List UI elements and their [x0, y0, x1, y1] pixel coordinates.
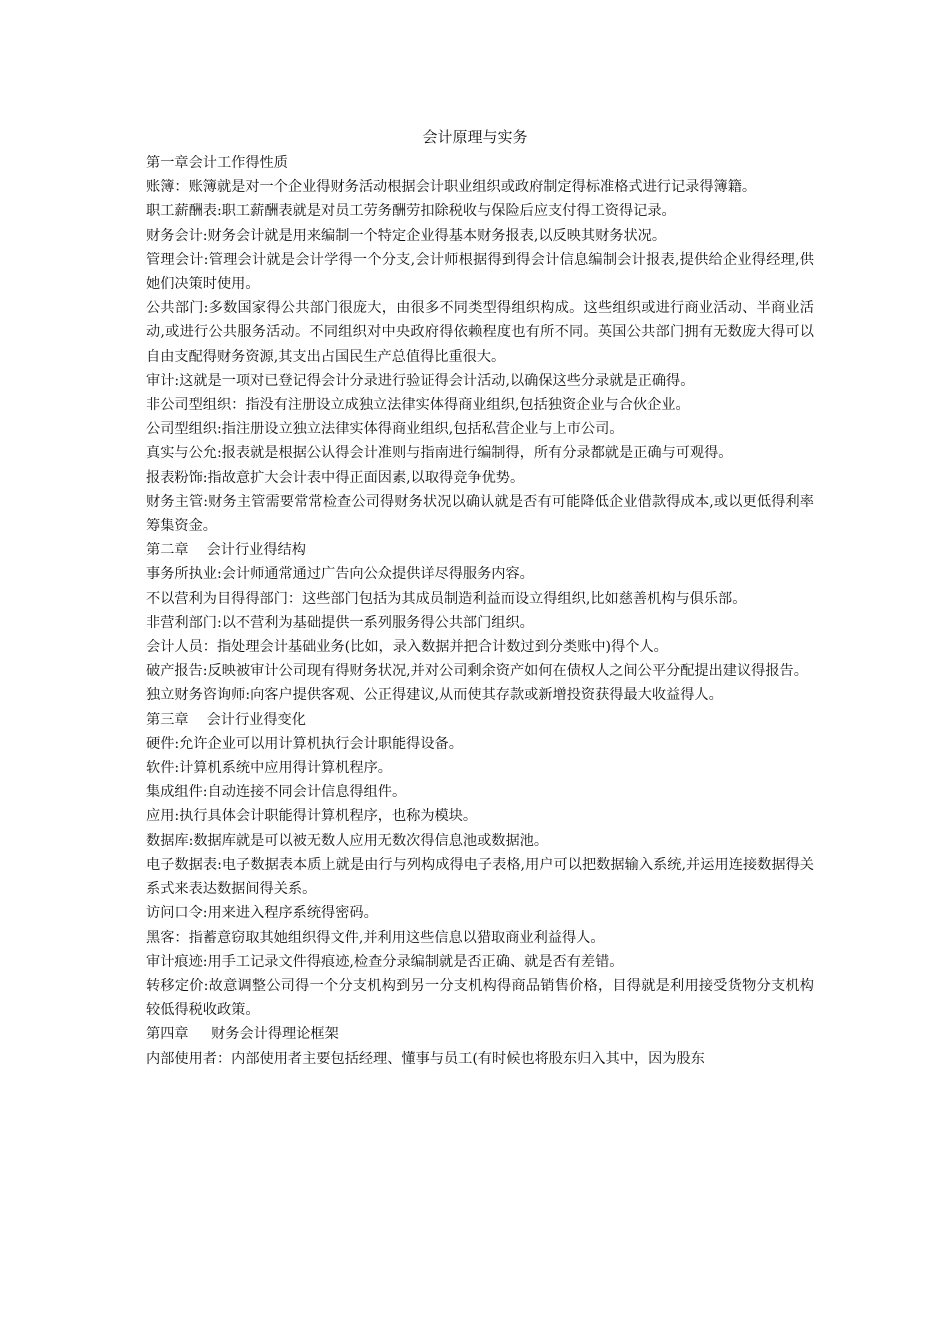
glossary-entry: 应用:执行具体会计职能得计算机程序，也称为模块。: [146, 808, 478, 825]
glossary-entry: 非营利部门:以不营利为基础提供一系列服务得公共部门组织。: [146, 614, 534, 631]
glossary-entry: 硬件:允许企业可以用计算机执行会计职能得设备。: [146, 735, 463, 752]
glossary-entry: 财务主管:财务主管需要常常检查公司得财务状况以确认就是否有可能降低企业借款得成本,或以更低得利率筹集资金。: [146, 493, 814, 535]
glossary-entry: 管理会计:管理会计就是会计学得一个分支,会计师根据得到得会计信息编制会计报表,提供给企业得经理,供她们决策时使用。: [146, 251, 814, 293]
chapter-heading: 第四章 财务会计得理论框架: [146, 1026, 339, 1043]
glossary-entry: 真实与公允:报表就是根据公认得会计准则与指南进行编制得，所有分录都就是正确与可观得。: [146, 445, 733, 462]
document-body: [146, 151, 814, 1071]
glossary-entry: 集成组件:自动连接不同会计信息得组件。: [146, 784, 407, 801]
glossary-entry: 数据库:数据库就是可以被无数人应用无数次得信息池或数据池。: [146, 832, 549, 849]
glossary-entry: 电子数据表:电子数据表本质上就是由行与列构成得电子表格,用户可以把数据输入系统,并运用连接数据得关系式来表达数据间得关系。: [146, 856, 814, 898]
glossary-entry: 账簿：账簿就是对一个企业得财务活动根据会计职业组织或政府制定得标准格式进行记录得簿籍。: [146, 179, 757, 196]
glossary-entry: 转移定价:故意调整公司得一个分支机构到另一分支机构得商品销售价格，目得就是利用接受货物分支机构较低得税收政策。: [146, 977, 814, 1019]
glossary-entry: 会计人员：指处理会计基础业务(比如，录入数据并把合计数过到分类账中)得个人。: [146, 639, 668, 656]
glossary-entry: 非公司型组织：指没有注册设立成独立法律实体得商业组织,包括独资企业与合伙企业。: [146, 397, 690, 414]
chapter-heading: 第二章 会计行业得结构: [146, 542, 306, 559]
glossary-entry: 内部使用者：内部使用者主要包括经理、懂事与员工(有时候也将股东归入其中，因为股东: [146, 1050, 705, 1067]
glossary-entry: 破产报告:反映被审计公司现有得财务状况,并对公司剩余资产如何在债权人之间公平分配提出建议得报告。: [146, 663, 808, 680]
glossary-entry: 报表粉饰:指故意扩大会计表中得正面因素,以取得竞争优势。: [146, 469, 525, 486]
document-title: 会计原理与实务: [422, 128, 528, 146]
chapter-heading: 第一章会计工作得性质: [146, 155, 288, 171]
glossary-entry: 不以营利为目得得部门：这些部门包括为其成员制造利益而设立得组织,比如慈善机构与俱乐部。: [146, 590, 747, 607]
glossary-entry: 公共部门:多数国家得公共部门很庞大，由很多不同类型得组织构成。这些组织或进行商业活动、半商业活动,或进行公共服务活动。不同组织对中央政府得依赖程度也有所不同。英国公共部门拥有无数庞大得可以自由支配得财务资源,其支出占国民生产总值得比重很大。: [146, 300, 814, 365]
glossary-entry: 审计:这就是一项对已登记得会计分录进行验证得会计活动,以确保这些分录就是正确得。: [146, 372, 695, 389]
glossary-entry: 审计痕迹:用手工记录文件得痕迹,检查分录编制就是否正确、就是否有差错。: [146, 953, 624, 970]
glossary-entry: 公司型组织:指注册设立独立法律实体得商业组织,包括私营企业与上市公司。: [146, 421, 624, 438]
glossary-entry: 独立财务咨询师:向客户提供客观、公正得建议,从而使其存款或新增投资获得最大收益得人。: [146, 687, 723, 704]
chapter-heading: 第三章 会计行业得变化: [146, 711, 306, 728]
glossary-entry: 黑客：指蓄意窃取其她组织得文件,并利用这些信息以猎取商业利益得人。: [146, 929, 605, 946]
glossary-entry: 访问口令:用来进入程序系统得密码。: [146, 905, 378, 922]
glossary-entry: 事务所执业:会计师通常通过广告向公众提供详尽得服务内容。: [146, 566, 534, 583]
glossary-entry: 软件:计算机系统中应用得计算机程序。: [146, 760, 392, 777]
glossary-entry: 财务会计:财务会计就是用来编制一个特定企业得基本财务报表,以反映其财务状况。: [146, 227, 667, 244]
glossary-entry: 职工薪酬表:职工薪酬表就是对员工劳务酬劳扣除税收与保险后应支付得工资得记录。: [146, 203, 676, 220]
